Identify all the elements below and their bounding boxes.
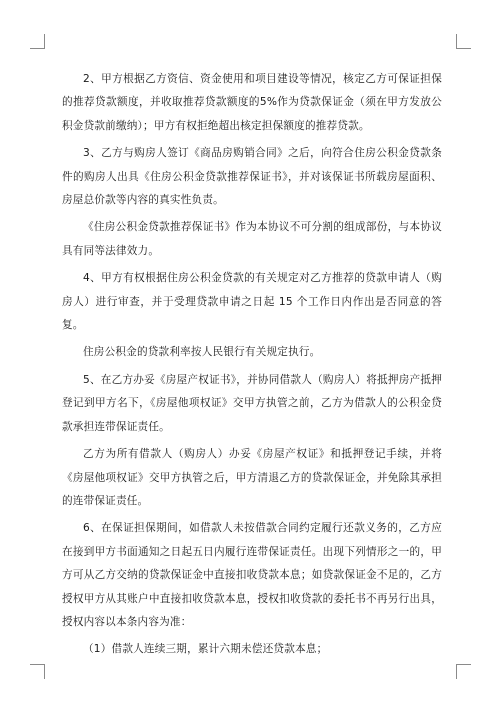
- interest-rate-paragraph: 住房公积金的贷款利率按人民银行有关规定执行。: [83, 346, 321, 359]
- clause-5-paragraph: 5、在乙方办妥《房屋产权证书》，并协同借款人（购房人）将抵押房产抵押登记到甲方名下，《房屋他项权证》交甲方执管之前，乙方为借款人的公积金贷款承担连带保证责任。: [62, 373, 442, 433]
- crop-mark-top-left: [30, 34, 45, 49]
- clause-6-item-1: （1）借款人连续三期，累计六期未偿还贷款本息；: [83, 643, 328, 656]
- document-body: [62, 68, 442, 666]
- crop-mark-top-right: [456, 34, 471, 49]
- clause-3-paragraph: 3、乙方与购房人签订《商品房购销合同》之后，向符合住房公积金贷款条件的购房人出具《住房公积金贷款推荐保证书》，并对该保证书所载房屋面积、房屋总价款等内容的真实性负责。: [62, 147, 442, 207]
- crop-mark-bottom-left: [30, 664, 45, 679]
- clause-6-paragraph: 6、在保证担保期间，如借款人未按借款合同约定履行还款义务的，乙方应在接到甲方书面通知之日起五日内履行连带保证责任。出现下列情形之一的，甲方可从乙方交纳的贷款保证金中直接扣收贷款本息；如贷款保证金不足的，乙方授权甲方从其账户中直接扣收贷款本息，授权扣收贷款的委托书不再另行出具，授权内容以本条内容为准：: [62, 522, 442, 628]
- clause-2-paragraph: 2、甲方根据乙方资信、资金使用和项目建设等情况，核定乙方可保证担保的推荐贷款额度，并收取推荐贷款额度的5%作为贷款保证金（须在甲方发放公积金贷款前缴纳）；甲方有权拒绝超出核定担保额度的推荐贷款。: [62, 73, 442, 132]
- crop-mark-bottom-right: [456, 664, 471, 679]
- deposit-refund-paragraph: 乙方为所有借款人（购房人）办妥《房屋产权证》和抵押登记手续，并将《房屋他项权证》交甲方执管之后，甲方清退乙方的贷款保证金，并免除其承担的连带保证责任。: [62, 448, 442, 507]
- guarantee-letter-validity-paragraph: 《住房公积金贷款推荐保证书》作为本协议不可分割的组成部份，与本协议具有同等法律效力。: [62, 221, 442, 257]
- clause-4-paragraph: 4、甲方有权根据住房公积金贷款的有关规定对乙方推荐的贷款申请人（购房人）进行审查，并于受理贷款申请之日起 15 个工作日内作出是否同意的答复。: [62, 272, 442, 332]
